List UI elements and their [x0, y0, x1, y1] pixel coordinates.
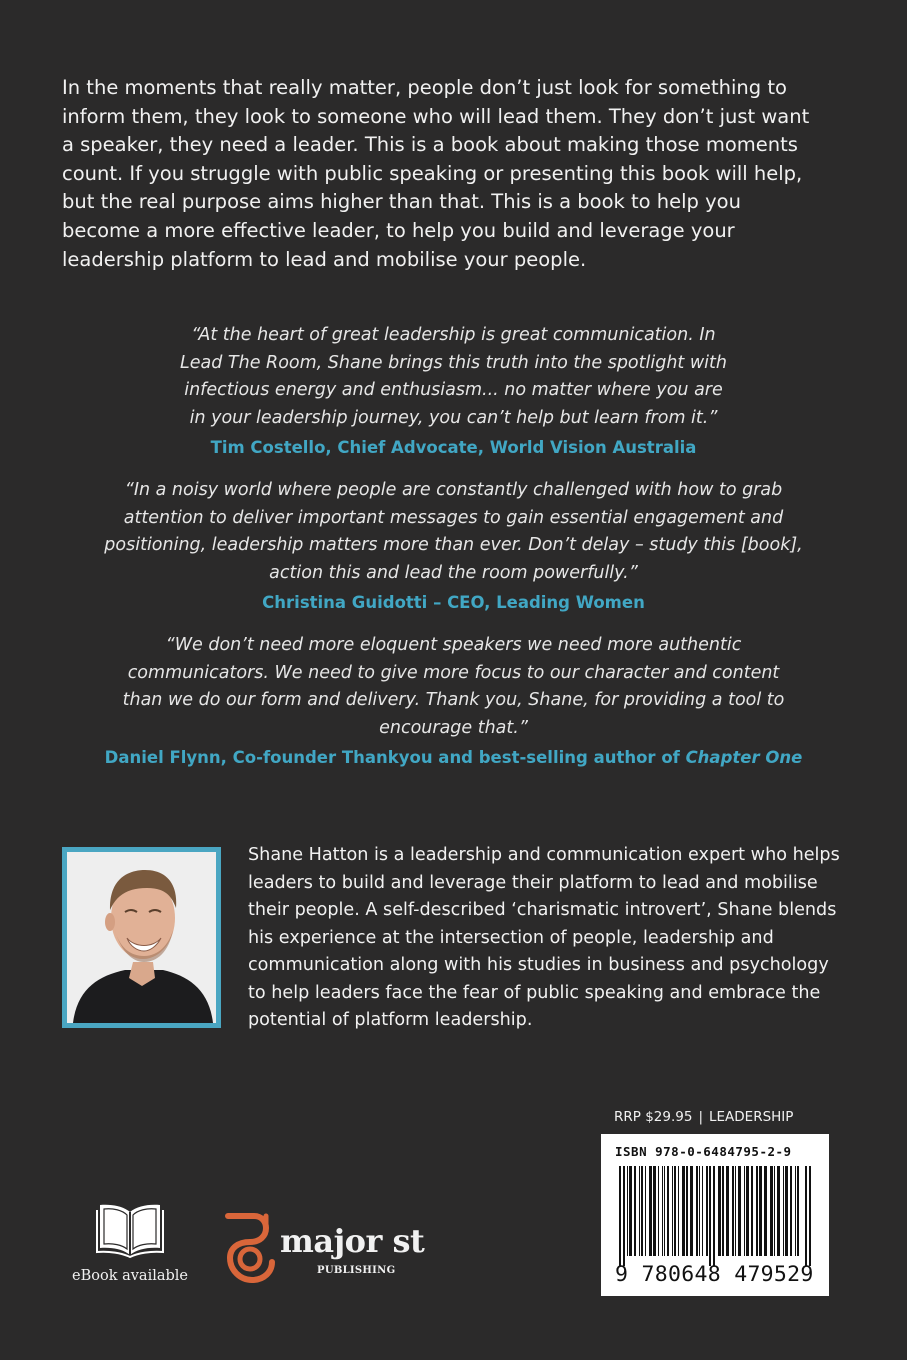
- back-cover-blurb: In the moments that really matter, people don’t just look for something to inform them, they look to someone who will lead them. They don’t just want a speaker, they need a leader. This is a book about making those moments count. If you struggle with public speaking or presenting this book will help, but the real purpose aims higher than that. This is a book to help you become a more effective leader, to help you build and leverage your leadership platform to lead and mobilise your people.: [62, 76, 810, 271]
- barcode-bar: [805, 1166, 807, 1266]
- price-category-line: [614, 1109, 824, 1125]
- endorsement-attribution: Christina Guidotti – CEO, Leading Women: [262, 593, 645, 612]
- endorsement-attribution: [40, 746, 867, 770]
- barcode-bar: [627, 1166, 628, 1256]
- major-st-logo-icon: [218, 1208, 280, 1288]
- category: LEADERSHIP: [709, 1109, 794, 1125]
- barcode-bar: [706, 1166, 708, 1256]
- barcode-bar: [759, 1166, 762, 1256]
- barcode-bar: [777, 1166, 780, 1256]
- barcode-bar: [623, 1166, 625, 1266]
- barcode-bar: [718, 1166, 721, 1256]
- ebook-badge: [70, 1200, 190, 1284]
- barcode-bar: [634, 1166, 636, 1256]
- barcode-bar: [672, 1166, 673, 1256]
- barcode-bar: [785, 1166, 788, 1256]
- price: RRP $29.95: [614, 1109, 693, 1125]
- barcode-bar: [696, 1166, 698, 1256]
- barcode-bar: [699, 1166, 700, 1256]
- barcode-bar: [709, 1166, 711, 1266]
- barcode-bar: [690, 1166, 693, 1256]
- endorsements: [40, 322, 867, 787]
- barcode-bar: [797, 1166, 799, 1256]
- publisher-sub: PUBLISHING: [317, 1265, 396, 1276]
- endorsement-quote: “In a noisy world where people are constantly challenged with how to grab attention to deliver important messages to gain essential engagement and positioning, leadership matters more than ever. Don’t delay – study this [book], action this and lead the room powerfully.”: [104, 480, 803, 583]
- barcode-bar: [751, 1166, 753, 1256]
- barcode-bar: [641, 1166, 643, 1256]
- barcode-bar: [678, 1166, 679, 1256]
- barcode-bar: [732, 1166, 734, 1256]
- barcode-bar: [664, 1166, 665, 1256]
- barcode-bar: [744, 1166, 745, 1256]
- author-portrait: [67, 852, 216, 1023]
- publisher-name: major st: [280, 1222, 425, 1260]
- barcode-bar: [629, 1166, 632, 1256]
- author-photo: [62, 847, 221, 1028]
- barcode-bar: [619, 1166, 621, 1266]
- barcode-bar: [658, 1166, 659, 1256]
- barcode-bar: [726, 1166, 729, 1256]
- barcode-bar: [764, 1166, 767, 1256]
- author-bio: Shane Hatton is a leadership and communication expert who helps leaders to build and leverage their platform to lead and mobilise their people. A self-described ‘charismatic introvert’, Shane blends his experience at the intersection of people, leadership and communication along with his studies in business and psychology to help leaders face the fear of public speaking and embrace the potential of platform leadership.: [248, 845, 840, 1030]
- publisher-logo: [218, 1208, 428, 1288]
- attribution-book-title: Chapter One: [685, 748, 803, 767]
- barcode-bar: [809, 1166, 811, 1266]
- endorsement-attribution: Tim Costello, Chief Advocate, World Vision Australia: [210, 438, 697, 457]
- barcode-bar: [662, 1166, 663, 1256]
- isbn-label: ISBN 978-0-6484795-2-9: [615, 1144, 792, 1159]
- barcode-bar: [686, 1166, 688, 1256]
- endorsement: [40, 477, 867, 615]
- barcode-bar: [682, 1166, 685, 1256]
- barcode-bar: [774, 1166, 775, 1256]
- endorsement-quote: “We don’t need more eloquent speakers we need more authentic communicators. We need to give more focus to our character and content than we do our form and delivery. Thank you, Shane, for providing a tool to encourage that.”: [122, 635, 785, 738]
- barcode-digits: 9 780648 479529: [615, 1262, 814, 1287]
- endorsement-quote: “At the heart of great leadership is great communication. In Lead The Room, Shane brings this truth into the spotlight with infectious energy and enthusiasm... no matter where you are in your leadership journey, you can’t help but learn from it.”: [180, 325, 727, 428]
- barcode-bar: [783, 1166, 784, 1256]
- barcode-bar: [667, 1166, 669, 1256]
- barcode-bar: [746, 1166, 749, 1256]
- barcode-bar: [645, 1166, 646, 1256]
- open-book-icon: [95, 1200, 165, 1258]
- barcode-bar: [674, 1166, 676, 1256]
- barcode-bar: [770, 1166, 773, 1256]
- barcode-bar: [790, 1166, 792, 1256]
- endorsement: [40, 632, 867, 770]
- barcode-bar: [649, 1166, 652, 1256]
- barcode-bar: [653, 1166, 656, 1256]
- barcode-bar: [713, 1166, 715, 1266]
- attribution-text: Daniel Flynn, Co-founder Thankyou and best-selling author of: [104, 748, 680, 767]
- isbn-barcode: [601, 1134, 829, 1296]
- author-portrait-illustration: [67, 852, 216, 1023]
- barcode-bar: [756, 1166, 758, 1256]
- separator: |: [698, 1109, 703, 1125]
- endorsement: [40, 322, 867, 460]
- barcode-bar: [795, 1166, 796, 1256]
- barcode-bar: [735, 1166, 736, 1256]
- barcode-bar: [738, 1166, 741, 1256]
- barcode-bar: [722, 1166, 724, 1256]
- ebook-label: eBook available: [72, 1268, 188, 1284]
- barcode-bar: [639, 1166, 640, 1256]
- barcode-bar: [702, 1166, 703, 1256]
